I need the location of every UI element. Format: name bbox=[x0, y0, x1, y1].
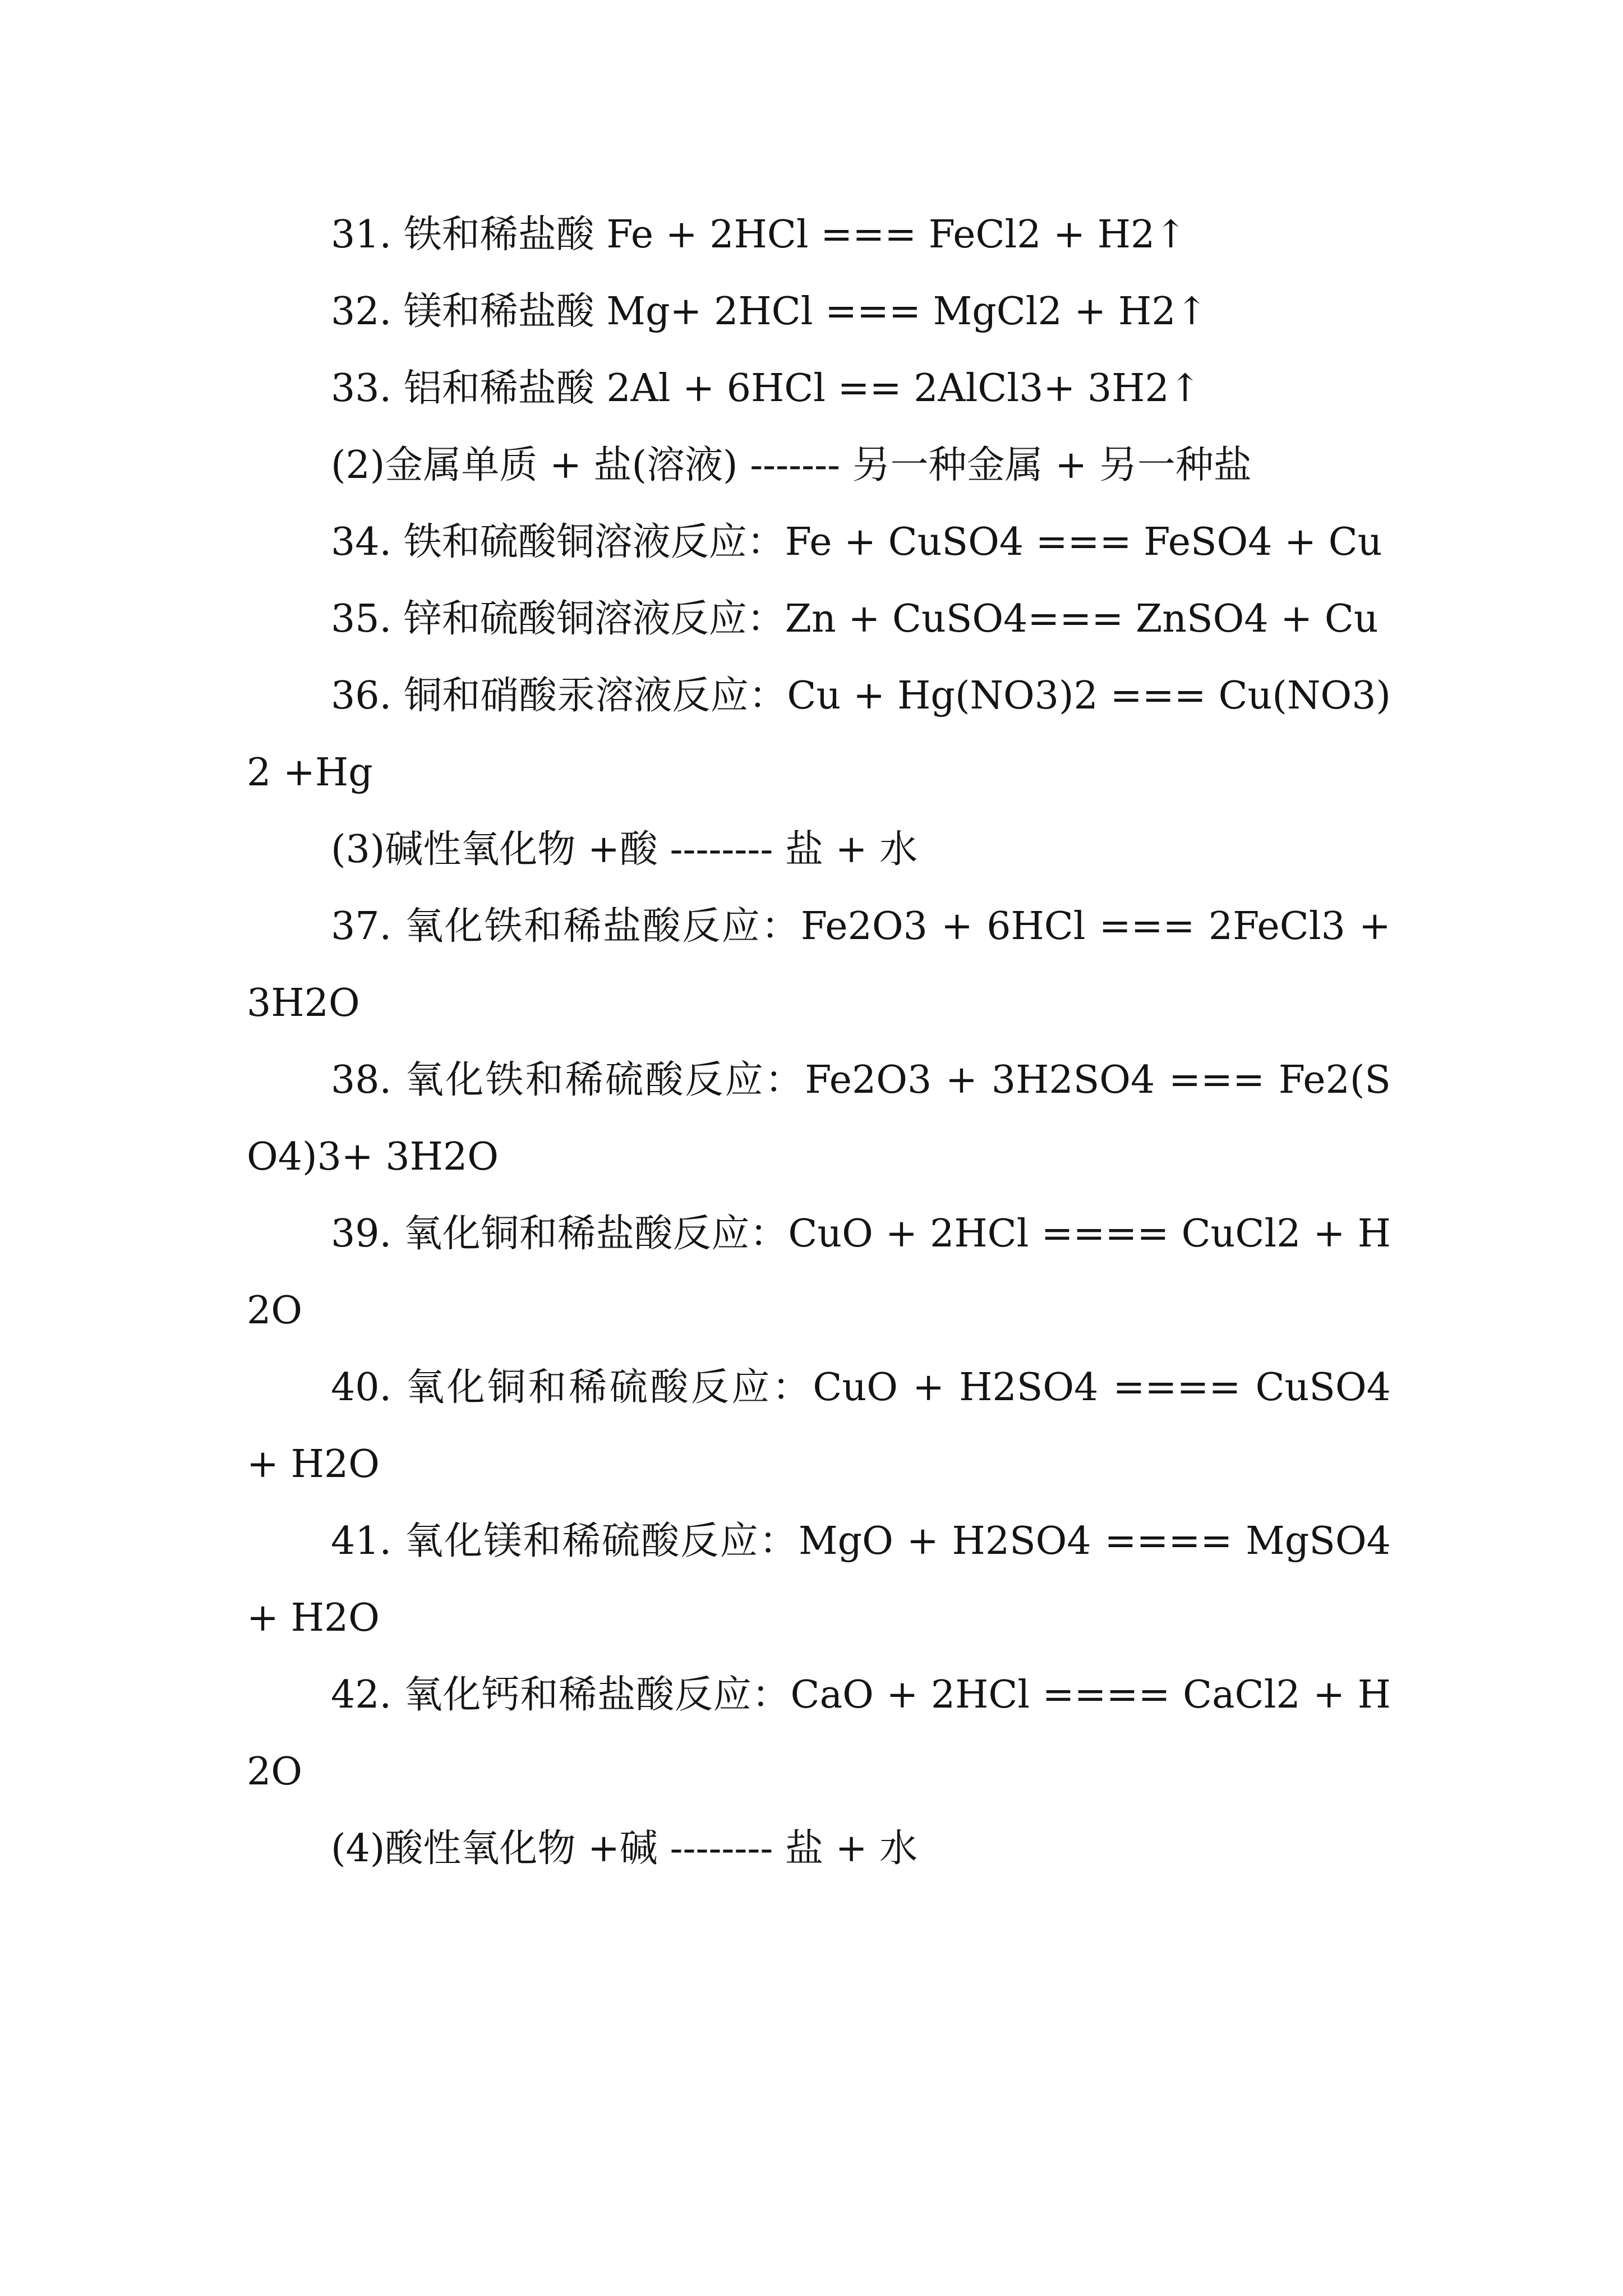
paragraph-41: 41. 氧化镁和稀硫酸反应：MgO + H2SO4 ==== MgSO4 + H2O bbox=[247, 1519, 1391, 1640]
section-heading-2: (2)金属单质 + 盐(溶液) ------- 另一种金属 + 另一种盐 bbox=[331, 443, 1252, 487]
paragraph-40: 40. 氧化铜和稀硫酸反应：CuO + H2SO4 ==== CuSO4 + H2O bbox=[247, 1365, 1391, 1487]
paragraph-34: 34. 铁和硫酸铜溶液反应：Fe + CuSO4 === FeSO4 + Cu bbox=[331, 520, 1382, 564]
paragraph-35: 35. 锌和硫酸铜溶液反应：Zn + CuSO4=== ZnSO4 + Cu bbox=[331, 597, 1378, 641]
paragraph-37: 37. 氧化铁和稀盐酸反应：Fe2O3 + 6HCl === 2FeCl3 + 3H2O bbox=[247, 904, 1391, 1025]
document-body bbox=[247, 196, 1391, 1887]
paragraph-32: 32. 镁和稀盐酸 Mg+ 2HCl === MgCl2 + H2↑ bbox=[331, 289, 1208, 334]
paragraph-42: 42. 氧化钙和稀盐酸反应：CaO + 2HCl ==== CaCl2 + H2O bbox=[247, 1673, 1391, 1794]
paragraph-38: 38. 氧化铁和稀硫酸反应：Fe2O3 + 3H2SO4 === Fe2(SO4)3+ 3H2O bbox=[247, 1058, 1391, 1179]
paragraph-33: 33. 铝和稀盐酸 2Al + 6HCl == 2AlCl3+ 3H2↑ bbox=[331, 366, 1201, 411]
section-heading-3: (3)碱性氧化物 +酸 -------- 盐 + 水 bbox=[331, 827, 918, 872]
paragraph-39: 39. 氧化铜和稀盐酸反应：CuO + 2HCl ==== CuCl2 + H2O bbox=[247, 1212, 1391, 1333]
section-heading-4: (4)酸性氧化物 +碱 -------- 盐 + 水 bbox=[331, 1826, 918, 1871]
paragraph-36: 36. 铜和硝酸汞溶液反应：Cu + Hg(NO3)2 === Cu(NO3)2 +Hg bbox=[247, 674, 1391, 795]
paragraph-31: 31. 铁和稀盐酸 Fe + 2HCl === FeCl2 + H2↑ bbox=[331, 213, 1187, 257]
